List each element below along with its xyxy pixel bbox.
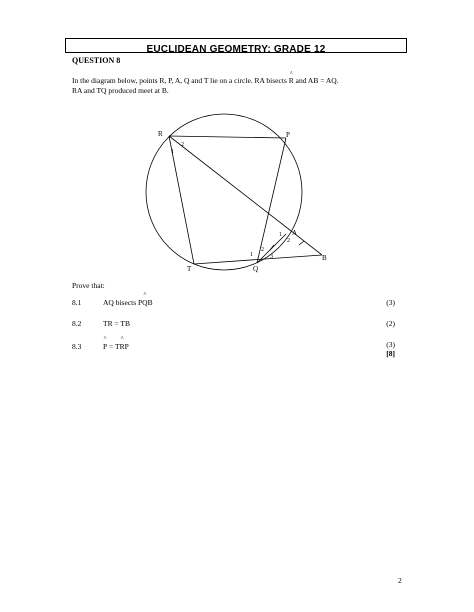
angle-q1: 1 [250,252,253,258]
intro-text-a: In the diagram below, points R, P, A, Q and T lie on a circle. RA bisects [72,76,287,85]
label-r: R [158,130,163,138]
line-rt [169,136,194,264]
item-8-2-number: 8.2 [72,319,82,328]
angle-r-hat: ^ R [289,76,294,86]
prove-heading: Prove that: [72,281,105,290]
item-8-3-statement [103,342,129,351]
item-8-3-eq: = T [107,342,120,351]
intro-line-1 [72,76,339,86]
angle-q2: 2 [261,247,264,253]
line-tb [194,255,322,264]
intro-text-b: and AB = AQ. [295,76,339,85]
item-8-3-post: P [124,342,129,351]
circle-geometry-diagram [140,126,327,276]
item-8-3-hat: ^ R [120,342,125,351]
item-8-1-text: AQ bisects [103,298,137,307]
question-total-marks: [8] [386,349,395,358]
line-rp [169,136,286,138]
label-p: P [286,131,290,139]
item-8-3-number: 8.3 [72,342,82,351]
item-8-1-marks: (3) [386,298,395,307]
question-title: QUESTION 8 [72,56,121,65]
intro-line-2: RA and TQ produced meet at B. [72,85,169,95]
label-a: A [292,229,298,237]
question-intro [72,76,339,95]
item-8-2-marks: (2) [386,319,395,328]
line-rb [169,136,322,255]
angle-r2: 2 [181,142,184,148]
label-t: T [187,265,192,273]
angle-a2: 2 [287,238,290,244]
item-8-1-statement [103,298,153,307]
page-header-title: EUCLIDEAN GEOMETRY: GRADE 12 [146,44,326,55]
tick-aq [270,245,274,250]
header-box [65,38,407,53]
label-b: B [322,254,327,262]
angle-q3: 3 [270,254,273,260]
item-8-3-lhs: ^ P [103,342,107,351]
angle-a1: 1 [279,232,282,238]
item-8-2-statement: TR = TB [103,319,131,328]
item-8-1-hat: ^ Q [142,298,147,307]
item-8-3-marks: (3) [386,340,395,349]
item-8-1-number: 8.1 [72,298,82,307]
item-8-1-pre: P [138,298,143,307]
item-8-1-post: B [147,298,153,307]
tick-ab [299,241,304,245]
angle-r1: 1 [171,149,174,155]
label-q: Q [253,265,259,273]
page-number: 2 [398,576,402,585]
